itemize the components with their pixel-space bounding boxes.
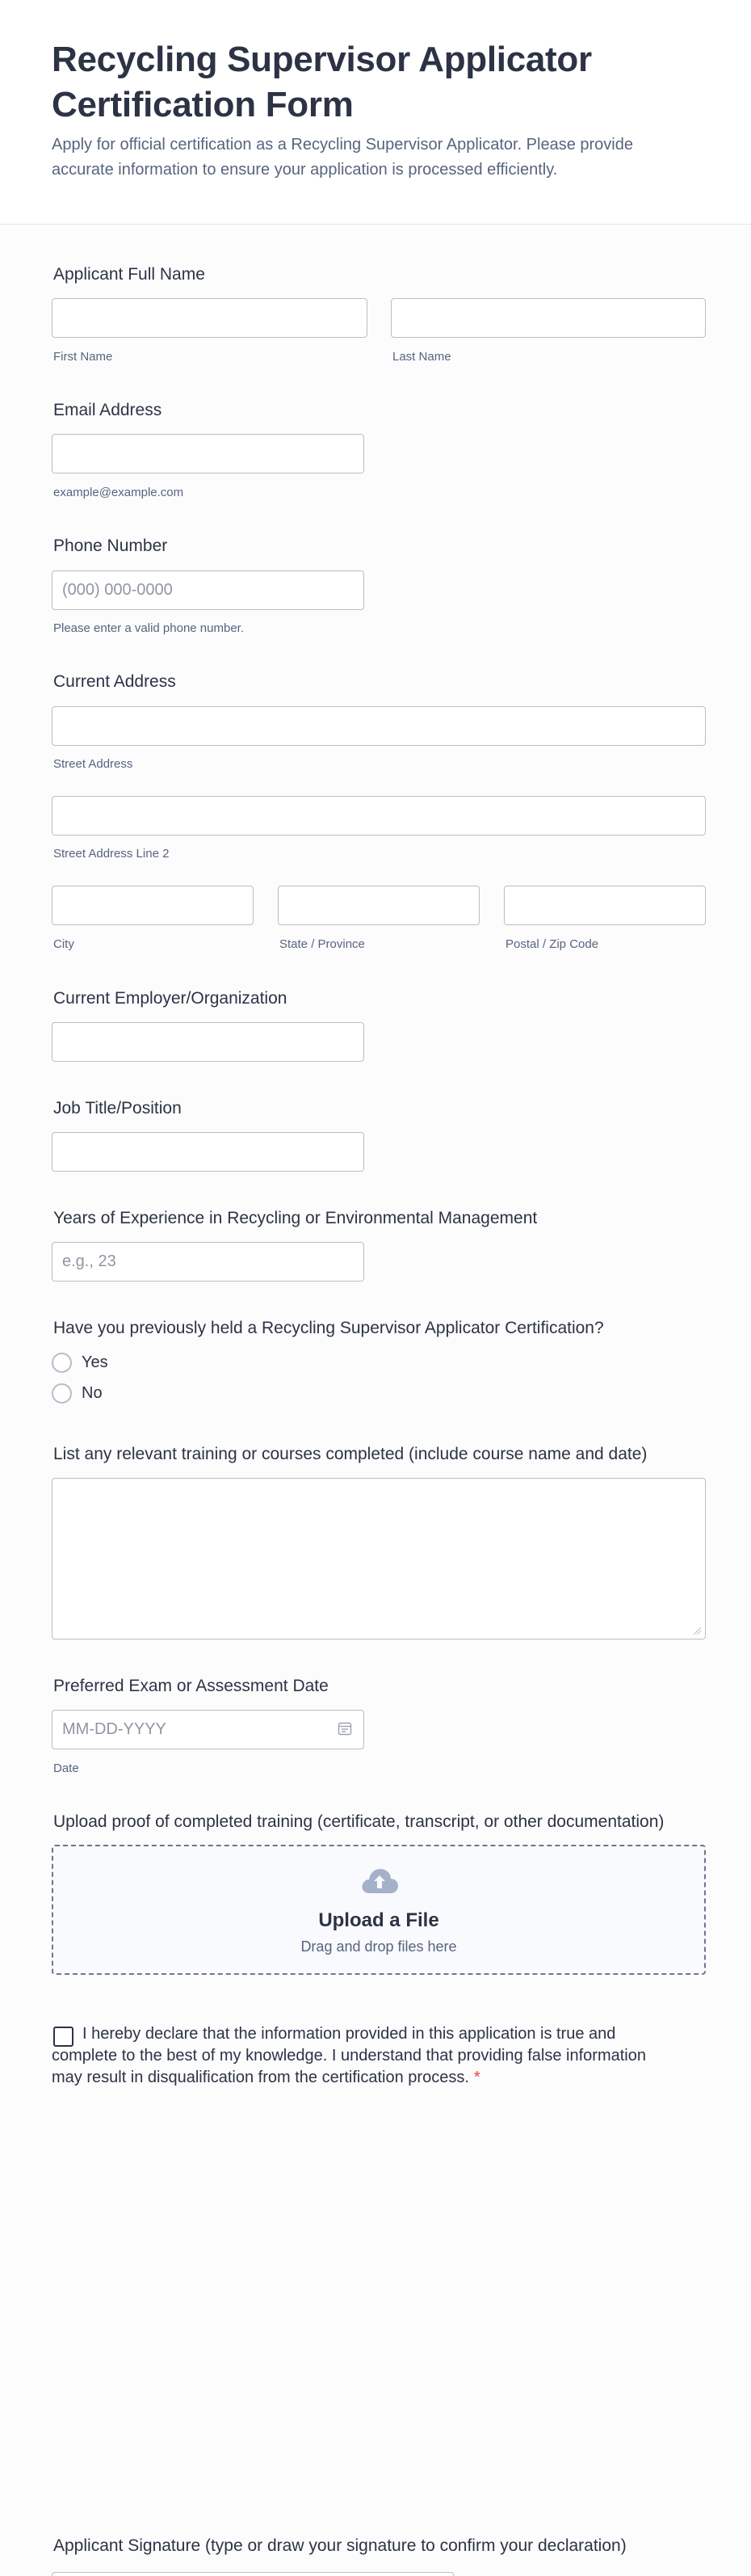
prior-cert-label: Have you previously held a Recycling Supervisor Applicator Certification? bbox=[53, 1319, 604, 1337]
upload-title: Upload a File bbox=[318, 1909, 439, 1931]
declaration-text: I hereby declare that the information provided in this application is true and complete to the best of my knowledge. I understand that providing false information may result in disqualification from the certification process. bbox=[52, 2025, 646, 2086]
exam-date-input[interactable] bbox=[52, 1710, 364, 1749]
experience-input[interactable] bbox=[52, 1242, 364, 1282]
radio-yes[interactable] bbox=[52, 1353, 72, 1373]
first-name-sublabel: First Name bbox=[53, 350, 113, 364]
prior-cert-option-no[interactable] bbox=[52, 1382, 103, 1404]
street-address-line2-input[interactable] bbox=[52, 796, 706, 836]
cloud-upload-icon bbox=[360, 1867, 399, 1895]
last-name-input[interactable] bbox=[391, 298, 706, 338]
city-sublabel: City bbox=[53, 937, 74, 951]
address-label: Current Address bbox=[53, 672, 176, 691]
zip-input[interactable] bbox=[504, 886, 706, 925]
upload-label: Upload proof of completed training (certificate, transcript, or other documentation) bbox=[53, 1812, 665, 1831]
experience-label: Years of Experience in Recycling or Environmental Management bbox=[53, 1209, 538, 1227]
training-label: List any relevant training or courses completed (include course name and date) bbox=[53, 1445, 648, 1463]
state-input[interactable] bbox=[278, 886, 480, 925]
zip-sublabel: Postal / Zip Code bbox=[506, 937, 599, 951]
declaration-checkbox[interactable] bbox=[53, 2027, 73, 2047]
resize-grip-icon[interactable] bbox=[692, 1626, 702, 1635]
last-name-sublabel: Last Name bbox=[392, 350, 451, 364]
form-header bbox=[0, 0, 751, 225]
state-sublabel: State / Province bbox=[279, 937, 365, 951]
phone-sublabel: Please enter a valid phone number. bbox=[53, 621, 244, 635]
street-address-input[interactable] bbox=[52, 706, 706, 746]
exam-date-label: Preferred Exam or Assessment Date bbox=[53, 1677, 329, 1695]
first-name-input[interactable] bbox=[52, 298, 367, 338]
declaration-text-block bbox=[52, 2023, 649, 2089]
street-address-line2-sublabel: Street Address Line 2 bbox=[53, 847, 170, 861]
exam-date-sublabel: Date bbox=[53, 1762, 79, 1775]
email-input[interactable] bbox=[52, 434, 364, 474]
employer-label: Current Employer/Organization bbox=[53, 989, 287, 1008]
full-name-label: Applicant Full Name bbox=[53, 265, 205, 284]
email-sublabel: example@example.com bbox=[53, 486, 184, 499]
radio-no[interactable] bbox=[52, 1383, 72, 1404]
signature-pad[interactable] bbox=[52, 2572, 454, 2576]
job-title-input[interactable] bbox=[52, 1132, 364, 1172]
email-label: Email Address bbox=[53, 401, 162, 419]
prior-cert-option-yes[interactable] bbox=[52, 1351, 108, 1374]
form-subtitle: Apply for official certification as a Recycling Supervisor Applicator. Please provide accurate information to ensure your application is processed efficiently. bbox=[52, 136, 633, 179]
street-address-sublabel: Street Address bbox=[53, 757, 133, 771]
required-mark: * bbox=[473, 2069, 480, 2086]
job-title-label: Job Title/Position bbox=[53, 1099, 182, 1118]
city-input[interactable] bbox=[52, 886, 254, 925]
signature-label: Applicant Signature (type or draw your signature to confirm your declaration) bbox=[53, 2536, 627, 2555]
calendar-icon[interactable] bbox=[338, 1721, 352, 1736]
upload-subtitle: Drag and drop files here bbox=[300, 1938, 457, 1955]
radio-yes-label: Yes bbox=[82, 1353, 108, 1371]
radio-no-label: No bbox=[82, 1383, 103, 1402]
form-title: Recycling Supervisor Applicator Certification Form bbox=[52, 40, 592, 124]
phone-input[interactable] bbox=[52, 570, 364, 610]
upload-dropzone[interactable] bbox=[52, 1845, 706, 1975]
training-textarea[interactable] bbox=[52, 1478, 706, 1639]
employer-input[interactable] bbox=[52, 1022, 364, 1062]
phone-label: Phone Number bbox=[53, 537, 168, 555]
